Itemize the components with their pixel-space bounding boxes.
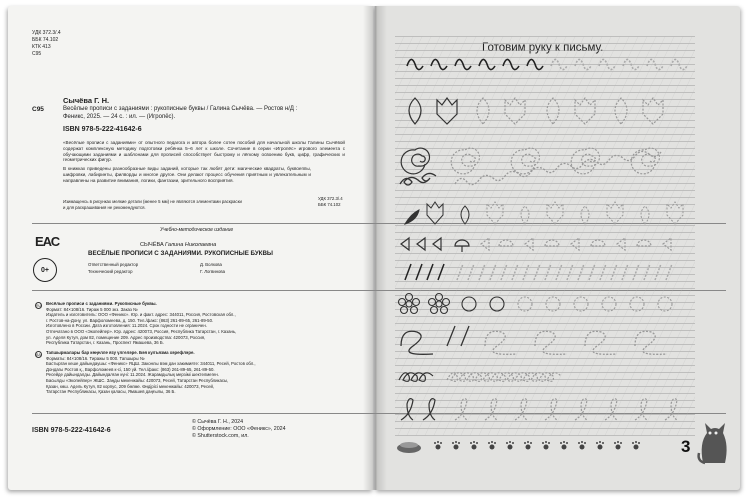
- imprint-line: Формат: 84×108/16. Тираж 5 000 экз. Заказ №: [46, 306, 138, 312]
- imprint-line: ул. Аделя Кутуя, дом 82, помещение 209. Адрес производства: 420073, Россия,: [46, 334, 206, 340]
- tech-editor-label: Технический редактор: [88, 269, 133, 274]
- udk-right: УДК 372.3/.4: [318, 196, 343, 201]
- editor-name: Д. Волкова: [200, 262, 222, 267]
- bbk-right: ББК 74.102: [318, 202, 341, 207]
- age-rating: 0+: [33, 258, 57, 282]
- book-title-caps: ВЕСЁЛЫЕ ПРОПИСИ С ЗАДАНИЯМИ. РУКОПИСНЫЕ БУКВЫ: [88, 250, 273, 257]
- author-heading: Сычёва Г. Н.: [63, 96, 110, 105]
- ru-marker: RU: [35, 303, 42, 308]
- left-page: [8, 6, 373, 490]
- imprint-line: Тапшырмалары бар көңелле язу үлгеләре. Бәя кулъязма хәрефләре.: [46, 350, 195, 355]
- author-mark-top: С95: [32, 51, 42, 57]
- imprint-line: Республика Татарстан, г. Казань, Проспект Ямашева, 36 Б.: [46, 340, 164, 346]
- tech-editor-name: Г. Логвинова: [200, 269, 226, 274]
- copyright-design: © Оформление: ООО «Феникс», 2024: [192, 426, 286, 432]
- warning-line-1: Изимащенсь в рисунках мелкие детали (менее 5 мм) не являются элементами раскраски: [63, 199, 242, 204]
- imprint-line: Татарстан Республикасы, Қазан қаласы, Ямашев даңғылы, 36 Б.: [46, 389, 176, 395]
- isbn-top: ISBN 978-5-222-41642-6: [63, 126, 142, 133]
- annotation-paragraph-2: В книжках приведены разнообразные виды заданий, которые так любят дети: магические квадраты, буквоеппы, шифровки, лабиринты, филворды и многое другое. Они делают процесс обучения приятным и увлекательным и направлены на развитие внимания, логики, фантазии, зрительного восприятия.: [63, 166, 311, 183]
- ktk-code: КТК 413: [32, 44, 51, 50]
- paw-prints-decoration: [395, 430, 665, 460]
- bib-line-1: Весёлые прописи с заданиями : рукописные буквы / Галина Сычёва. — Ростов н/Д :: [63, 106, 298, 112]
- author-full-name: Галина Николаевна: [165, 242, 217, 248]
- isbn-bottom: ISBN 978-5-222-41642-6: [32, 427, 111, 434]
- imprint-line: Издатель и изготовитель: ООО «Феникс». Юр. и факт. адрес: 344011, Россия, Ростовская обл.,: [46, 312, 236, 318]
- imprint-line: Изготовлено в России. Дата изготовления: 11.2024. Срок годности не ограничен.: [46, 323, 207, 329]
- annotation-paragraph-1: «Весёлые прописи с заданиями» от опытного педагога и автора более сотен пособий для начальной школы Галины Сычёвой содержат комплексную методику подготовки ребёнка 5–6 лет к школе. Сочетание в серии «Игропёс» игрового элемента с обучающими заданиями и шаблонами для прописей способствует быстрому и лёгкому освоению букв, цифр, графических и геометрических фигур.: [63, 140, 345, 163]
- imprint-line: Ресейде дайындалды. Дайындалған күні: 11.2024. Жарамдылық мерзімі шектелмеген.: [46, 372, 220, 378]
- udk-code: УДК 372.3/.4: [32, 30, 61, 36]
- cat-illustration-icon: [695, 405, 729, 465]
- bib-line-2: Феникс, 2025. — 24 с. : ил. — (Игропёс).: [63, 114, 176, 120]
- author-mark: С95: [32, 106, 44, 113]
- imprint-line: Бастырган кеше дайындаушы: «Феникс» ЯЦШ. Законлы вәм дан хакимияте: 344011, Ресей, Ростов обл.,: [46, 361, 256, 367]
- handwriting-worksheet: [395, 36, 695, 446]
- bbk-code: ББК 74.102: [32, 37, 59, 43]
- editor-label: Ответственный редактор: [88, 262, 139, 267]
- author-full-surname: СЫЧЁВА: [140, 242, 164, 248]
- imprint-line: Отпечатано в ООО «Экопейпер». Юр. адрес: 420073, Россия, Республика Татарстан, г. Казань,: [46, 329, 237, 334]
- page-number: 3: [681, 437, 691, 456]
- imprint-line: Форматы: 84×108/16. Тиражы 5 000. Тапшыры №: [46, 355, 145, 361]
- imprint-line: Весёлые прописи с заданиями. Рукописные буквы.: [46, 301, 157, 306]
- eac-mark: ЕАС: [35, 234, 60, 249]
- imprint-line: Қазан, көш. Адель Кутуя, 82 корпус, 209 бөлме. Өндірісі мекенжайы: 420073, Ресей,: [46, 383, 215, 389]
- edition-type: Учебно-методическое издание: [160, 227, 234, 233]
- copyright-author: © Сычёва Г. Н., 2024: [192, 419, 244, 425]
- imprint-line: Басылды «Экопейпер» ЖШС. Заңды мекенжайы: 420073, Ресей, Татарстан Республикасы,: [46, 378, 229, 383]
- imprint-line: Дондагы Ростов қ., Варфоломеев к-сі, 150 үй. Тел./факс: (863) 261-89-65, 261-89-50.: [46, 366, 215, 372]
- copyright-images: © Shutterstock.com, ил.: [192, 433, 249, 439]
- ba-marker: BA: [36, 352, 41, 357]
- paw-print-icons: [434, 441, 640, 450]
- imprint-line: г. Ростов-на-Дону, ул. Варфоломеева, д. 150. Тел./факс: (863) 261-89-65, 261-89-50.: [46, 317, 214, 323]
- warning-line-2: и для раскрашивания не рекомендуются.: [63, 205, 146, 210]
